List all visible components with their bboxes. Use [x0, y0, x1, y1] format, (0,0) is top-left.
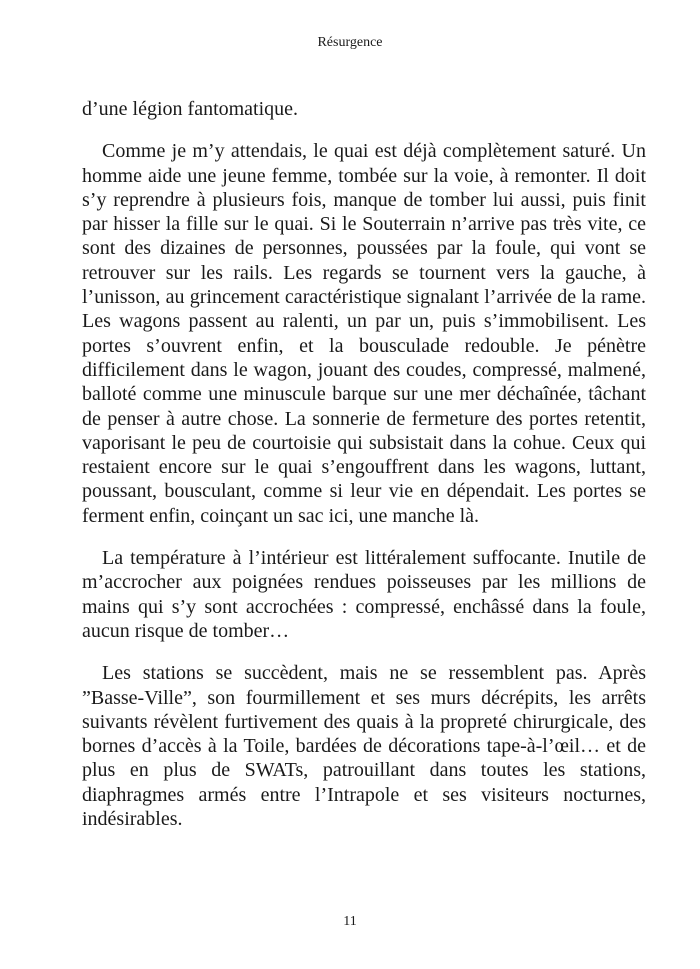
- paragraph-stations: Les stations se succèdent, mais ne se ressemblent pas. Après ”Basse-Ville”, son fourmillement et ses murs décrépits, les arrêts suivants révèlent furtivement des quais à la propreté chirurgicale, des bornes d’accès à la Toile, bardées de décorations tape-à-l’œil… et de plus en plus de SWATs, patrouillant dans toutes les stations, diaphragmes armés entre l’Intrapole et ses visiteurs nocturnes, indésirables.: [82, 662, 646, 831]
- paragraph-continuation: d’une légion fantomatique.: [82, 98, 299, 120]
- paragraph-temperature: La température à l’intérieur est littéralement suffocante. Inutile de m’accrocher aux poignées rendues poisseuses par les millions de mains qui s’y sont accrochées : compressé, enchâssé dans la foule, aucun risque de tomber…: [82, 547, 646, 642]
- paragraph-quai: Comme je m’y attendais, le quai est déjà complètement saturé. Un homme aide une jeune femme, tombée sur la voie, à remonter. Il doit s’y reprendre à plusieurs fois, manque de tomber lui aussi, puis finit par hisser la fille sur le quai. Si le Souterrain n’arrive pas très vite, ce sont des dizaines de personnes, poussées par la foule, qui vont se retrouver sur les rails. Les regards se tournent vers la gauche, à l’unisson, au grincement caractéristique signalant l’arrivée de la rame. Les wagons passent au ralenti, un par un, puis s’immobilisent. Les portes s’ouvrent enfin, et la bousculade redouble. Je pénètre difficilement dans le wagon, jouant des coudes, compressé, malmené, balloté comme une minuscule barque sur une mer déchaînée, tâchant de penser à autre chose. La sonnerie de fermeture des portes retentit, vaporisant le peu de courtoisie qui subsistait dans la cohue. Ceux qui restaient encore sur le quai s’engouffrent dans les wagons, luttant, poussant, bousculant, comme si leur vie en dépendait. Les portes se ferment enfin, coinçant un sac ici, une manche là.: [82, 140, 646, 527]
- running-header: Résurgence: [317, 35, 383, 50]
- page-number: 11: [343, 914, 357, 929]
- body-text: [82, 97, 646, 831]
